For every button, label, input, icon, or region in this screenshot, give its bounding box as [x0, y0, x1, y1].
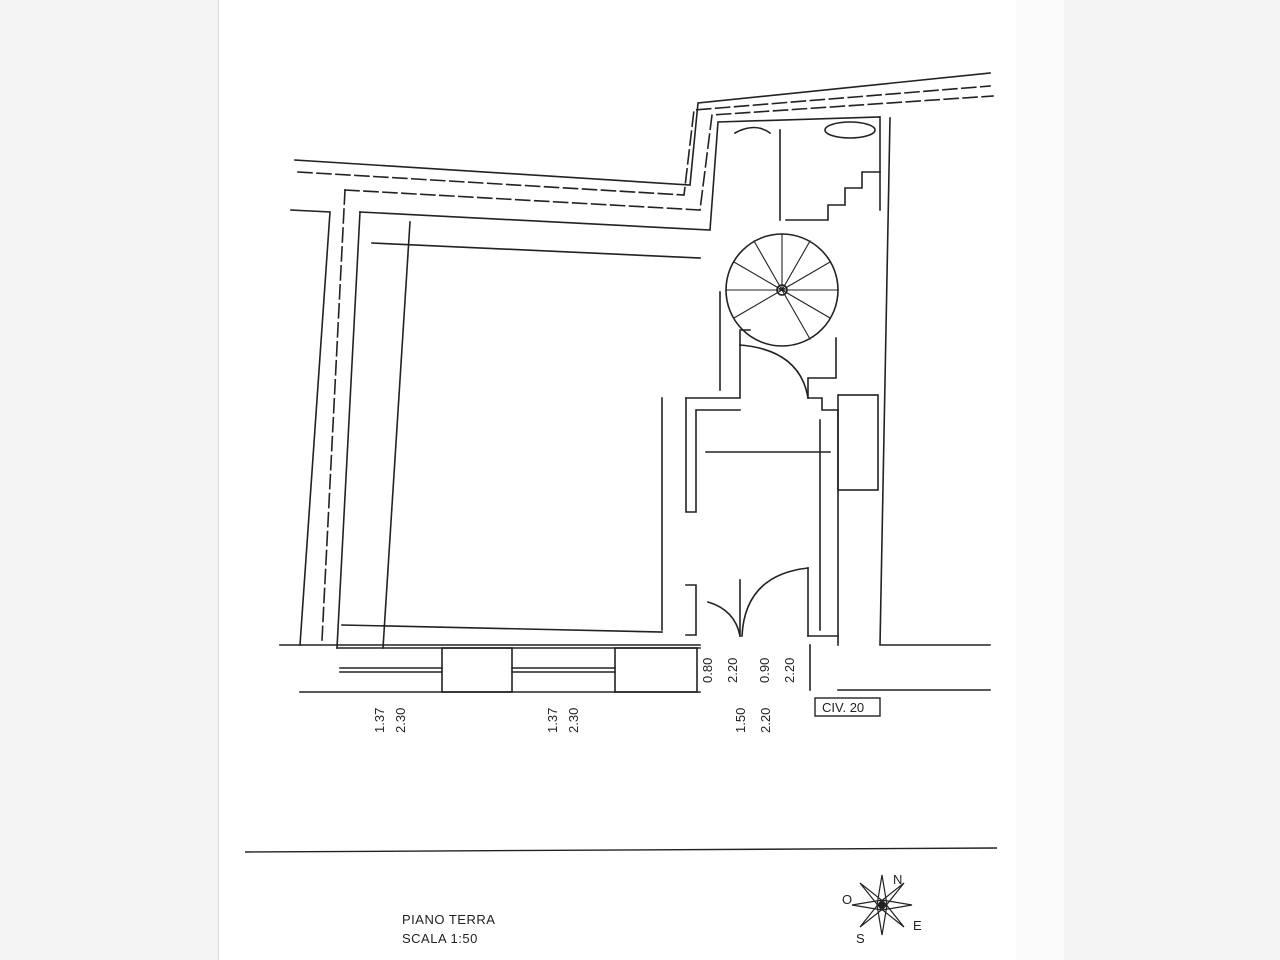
- window-2-height-label: 2.30: [566, 707, 581, 733]
- door-2-height-label: 2.20: [782, 657, 797, 683]
- window-1-height-label: 2.30: [393, 707, 408, 733]
- door-2-width-label: 0.90: [757, 657, 772, 683]
- pillar-2: [615, 648, 697, 692]
- side-niche: [838, 395, 878, 490]
- door-1-width-label: 0.80: [700, 657, 715, 683]
- plan-scale: SCALA 1:50: [402, 931, 478, 946]
- corridor-left-jamb: [686, 398, 740, 512]
- pillar-1: [442, 648, 512, 692]
- door-jamb-bottom: [686, 585, 696, 635]
- compass-rose: [842, 872, 922, 946]
- side-door-swing: [708, 602, 740, 636]
- outer-wall-line: [295, 73, 990, 185]
- door-3-width-label: 1.50: [733, 707, 748, 733]
- compass-south: S: [856, 931, 865, 946]
- door-1-height-label: 2.20: [725, 657, 740, 683]
- dimension-labels: [372, 658, 797, 733]
- outer-wall-left: [291, 210, 330, 645]
- entrance-door-swing: [742, 568, 808, 636]
- plan-title: PIANO TERRA: [402, 912, 496, 927]
- upper-stair-steps: [786, 172, 880, 220]
- compass-north: N: [893, 872, 903, 887]
- fixture: [825, 122, 875, 138]
- window-1-sill-label: 1.37: [372, 707, 387, 733]
- plan-linework: [280, 73, 993, 692]
- corridor-right-jamb: [808, 398, 838, 645]
- compass-west: O: [842, 892, 853, 907]
- right-outer-wall: [880, 118, 990, 645]
- dimension-line-bottom: [342, 625, 662, 632]
- dimension-line-left: [383, 222, 410, 648]
- corridor-right-wall: [808, 338, 836, 398]
- wall-dash-line-2: [345, 96, 993, 210]
- door-3-height-label: 2.20: [758, 707, 773, 733]
- interior-door-swing: [740, 345, 808, 398]
- civic-number-label: CIV. 20: [822, 700, 865, 715]
- title-block-separator: [245, 848, 997, 852]
- window-2-sill-label: 1.37: [545, 707, 560, 733]
- compass-star-icon: [852, 875, 912, 935]
- corridor-left-wall: [686, 330, 750, 398]
- dimension-line-top: [372, 243, 700, 258]
- inner-wall: [360, 117, 880, 230]
- compass-east: E: [913, 918, 922, 933]
- fixture-2: [735, 128, 770, 134]
- wall-dash-line: [298, 86, 990, 195]
